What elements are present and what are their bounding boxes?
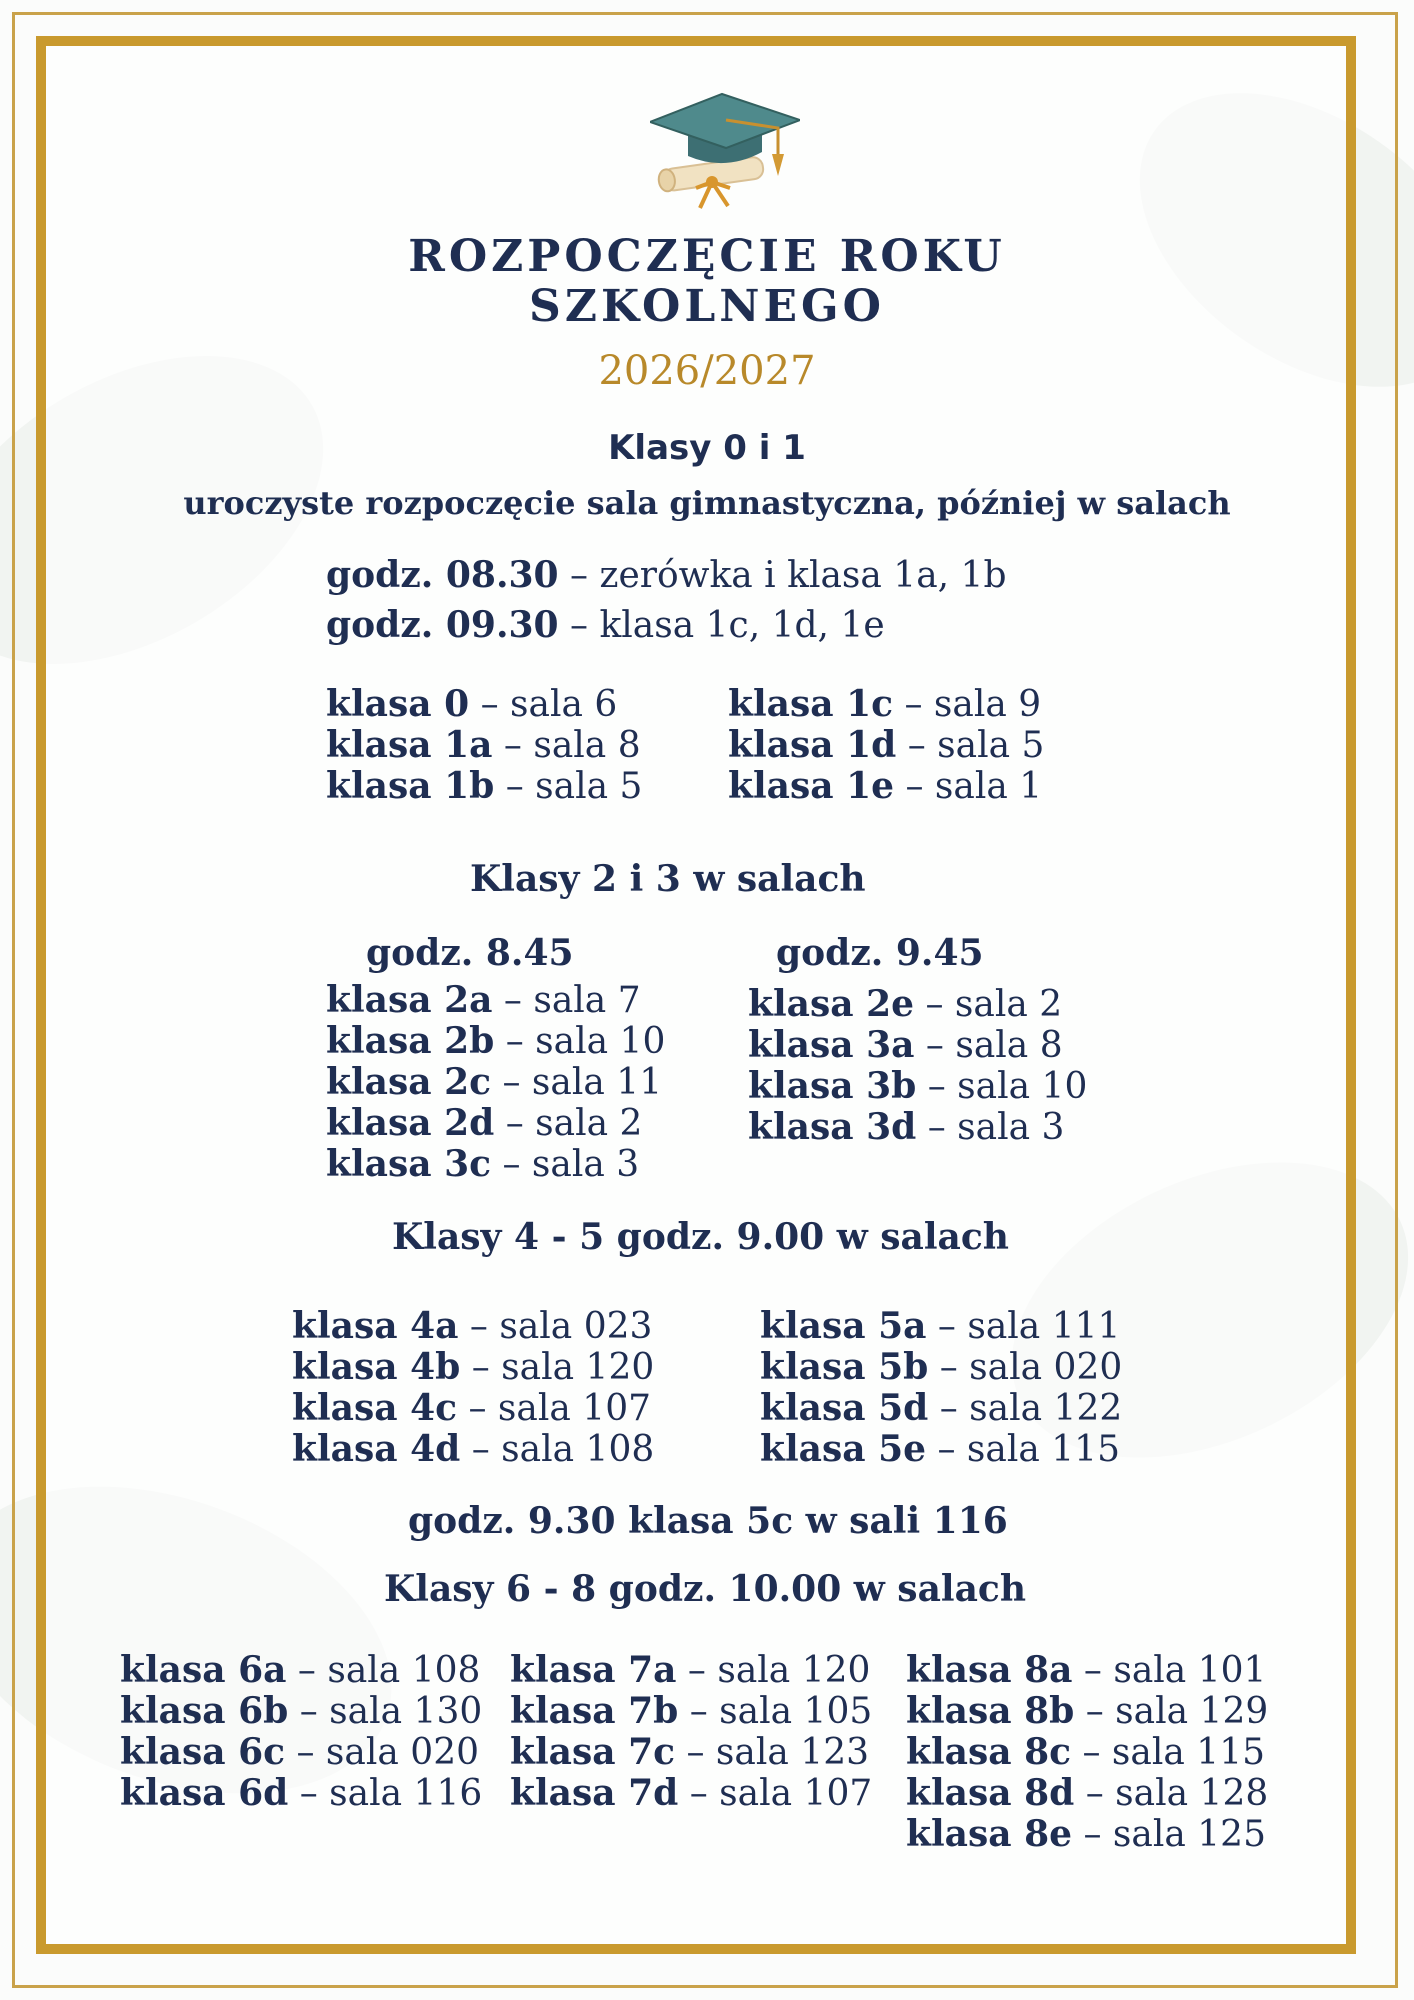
class-name: klasa 6c: [120, 1731, 286, 1773]
room-name: – sala 5: [494, 766, 643, 807]
class-room-row: [748, 1107, 1087, 1148]
section3-heading: Klasy 4 - 5 godz. 9.00 w salach: [392, 1216, 1009, 1258]
class-name: klasa 2e: [748, 983, 915, 1025]
room-name: – sala 6: [469, 684, 618, 725]
room-name: – sala 122: [928, 1388, 1123, 1429]
time-row: [326, 554, 1007, 596]
room-name: – sala 120: [460, 1347, 655, 1388]
class-room-row: [760, 1347, 1122, 1388]
section2-time-1: godz. 8.45: [366, 932, 574, 974]
room-name: – sala 115: [926, 1429, 1120, 1470]
class-name: klasa 4d: [292, 1428, 461, 1470]
class-room-row: [510, 1650, 872, 1691]
class-room-row: [326, 980, 665, 1021]
section3-col2: [760, 1306, 1122, 1470]
section3-note: godz. 9.30 klasa 5c w sali 116: [408, 1500, 1008, 1542]
class-room-row: [120, 1732, 482, 1773]
time-desc: – zerówka i klasa 1a, 1b: [558, 555, 1007, 596]
room-name: – sala 020: [928, 1347, 1123, 1388]
class-room-row: [906, 1691, 1268, 1732]
class-name: klasa 0: [326, 683, 470, 725]
room-name: – sala 116: [288, 1773, 483, 1814]
room-name: – sala 1: [894, 766, 1043, 807]
class-room-row: [326, 1103, 665, 1144]
room-name: – sala 023: [458, 1306, 653, 1347]
room-name: – sala 020: [285, 1732, 480, 1773]
section4-heading: Klasy 6 - 8 godz. 10.00 w salach: [384, 1568, 1026, 1610]
class-name: klasa 3c: [326, 1143, 492, 1185]
class-name: klasa 2b: [326, 1020, 495, 1062]
class-name: klasa 6b: [120, 1690, 289, 1732]
section1-col2: [728, 684, 1044, 807]
class-room-row: [326, 1062, 665, 1103]
school-year: 2026/2027: [598, 348, 816, 394]
room-name: – sala 123: [675, 1732, 870, 1773]
section1-heading: Klasy 0 i 1: [608, 428, 806, 468]
section2-heading: Klasy 2 i 3 w salach: [470, 858, 866, 900]
class-name: klasa 3d: [748, 1106, 917, 1148]
room-name: – sala 107: [457, 1388, 652, 1429]
class-room-row: [292, 1347, 654, 1388]
room-name: – sala 108: [460, 1429, 655, 1470]
class-room-row: [326, 1144, 665, 1185]
class-name: klasa 1e: [728, 765, 895, 807]
class-room-row: [292, 1429, 654, 1470]
class-name: klasa 1d: [728, 724, 897, 766]
section3-col1: [292, 1306, 654, 1470]
class-room-row: [292, 1388, 654, 1429]
graduation-cap-icon: [650, 90, 800, 220]
class-room-row: [906, 1732, 1268, 1773]
section4-col1: [120, 1650, 482, 1814]
class-room-row: [326, 1021, 665, 1062]
room-name: – sala 10: [494, 1021, 666, 1062]
room-name: – sala 111: [926, 1306, 1121, 1347]
room-name: – sala 120: [676, 1650, 871, 1691]
room-name: – sala 5: [896, 725, 1045, 766]
room-name: – sala 115: [1071, 1732, 1266, 1773]
room-name: – sala 8: [914, 1025, 1063, 1066]
room-name: – sala 10: [916, 1066, 1088, 1107]
class-name: klasa 7a: [510, 1649, 677, 1691]
class-name: klasa 7b: [510, 1690, 679, 1732]
time-row: [326, 604, 885, 646]
class-room-row: [748, 1025, 1087, 1066]
class-room-row: [326, 766, 642, 807]
class-name: klasa 1c: [728, 683, 894, 725]
class-name: klasa 4c: [292, 1387, 458, 1429]
section4-col2: [510, 1650, 872, 1814]
time-label: godz. 09.30: [326, 604, 559, 646]
class-name: klasa 2c: [326, 1061, 492, 1103]
class-room-row: [510, 1732, 872, 1773]
class-room-row: [326, 725, 642, 766]
class-name: klasa 7c: [510, 1731, 676, 1773]
class-room-row: [510, 1691, 872, 1732]
time-label: godz. 08.30: [326, 554, 559, 596]
room-name: – sala 7: [492, 980, 641, 1021]
title-line-1: ROZPOCZĘCIE ROKU: [408, 231, 1006, 282]
section2-col2: [748, 984, 1087, 1148]
class-room-row: [760, 1306, 1122, 1347]
room-name: – sala 2: [914, 984, 1063, 1025]
room-name: – sala 107: [678, 1773, 873, 1814]
class-room-row: [728, 725, 1044, 766]
time-desc: – klasa 1c, 1d, 1e: [558, 605, 885, 646]
class-room-row: [760, 1388, 1122, 1429]
class-room-row: [906, 1650, 1268, 1691]
class-name: klasa 6a: [120, 1649, 287, 1691]
class-room-row: [120, 1773, 482, 1814]
page-title: [0, 232, 1414, 332]
class-room-row: [748, 984, 1087, 1025]
class-name: klasa 3a: [748, 1024, 915, 1066]
class-room-row: [292, 1306, 654, 1347]
class-name: klasa 4a: [292, 1305, 459, 1347]
class-room-row: [906, 1814, 1268, 1855]
title-line-2: SZKOLNEGO: [529, 281, 885, 332]
class-name: klasa 7d: [510, 1772, 679, 1814]
room-name: – sala 105: [678, 1691, 873, 1732]
class-name: klasa 1b: [326, 765, 495, 807]
class-name: klasa 4b: [292, 1346, 461, 1388]
room-name: – sala 9: [893, 684, 1042, 725]
class-name: klasa 2a: [326, 979, 493, 1021]
room-name: – sala 128: [1074, 1773, 1269, 1814]
class-room-row: [728, 684, 1044, 725]
room-name: – sala 130: [288, 1691, 483, 1732]
class-name: klasa 5e: [760, 1428, 927, 1470]
section1-subheading: uroczyste rozpoczęcie sala gimnastyczna, później w salach: [183, 484, 1231, 522]
class-name: klasa 8b: [906, 1690, 1075, 1732]
class-name: klasa 8c: [906, 1731, 1072, 1773]
class-name: klasa 8e: [906, 1813, 1073, 1855]
room-name: – sala 125: [1072, 1814, 1266, 1855]
class-name: klasa 5d: [760, 1387, 929, 1429]
room-name: – sala 2: [494, 1103, 643, 1144]
room-name: – sala 3: [491, 1144, 640, 1185]
class-name: klasa 3b: [748, 1065, 917, 1107]
class-name: klasa 5b: [760, 1346, 929, 1388]
class-name: klasa 8d: [906, 1772, 1075, 1814]
room-name: – sala 101: [1072, 1650, 1267, 1691]
section4-col3: [906, 1650, 1268, 1855]
class-name: klasa 6d: [120, 1772, 289, 1814]
room-name: – sala 11: [491, 1062, 663, 1103]
class-room-row: [906, 1773, 1268, 1814]
class-room-row: [326, 684, 642, 725]
class-room-row: [510, 1773, 872, 1814]
room-name: – sala 129: [1074, 1691, 1269, 1732]
class-room-row: [120, 1691, 482, 1732]
class-room-row: [120, 1650, 482, 1691]
class-name: klasa 8a: [906, 1649, 1073, 1691]
class-room-row: [748, 1066, 1087, 1107]
section2-col1: [326, 980, 665, 1185]
class-name: klasa 5a: [760, 1305, 927, 1347]
class-room-row: [760, 1429, 1122, 1470]
room-name: – sala 8: [492, 725, 641, 766]
class-name: klasa 1a: [326, 724, 493, 766]
room-name: – sala 108: [286, 1650, 481, 1691]
section1-col1: [326, 684, 642, 807]
room-name: – sala 3: [916, 1107, 1065, 1148]
class-name: klasa 2d: [326, 1102, 495, 1144]
class-room-row: [728, 766, 1044, 807]
section2-time-2: godz. 9.45: [776, 932, 984, 974]
